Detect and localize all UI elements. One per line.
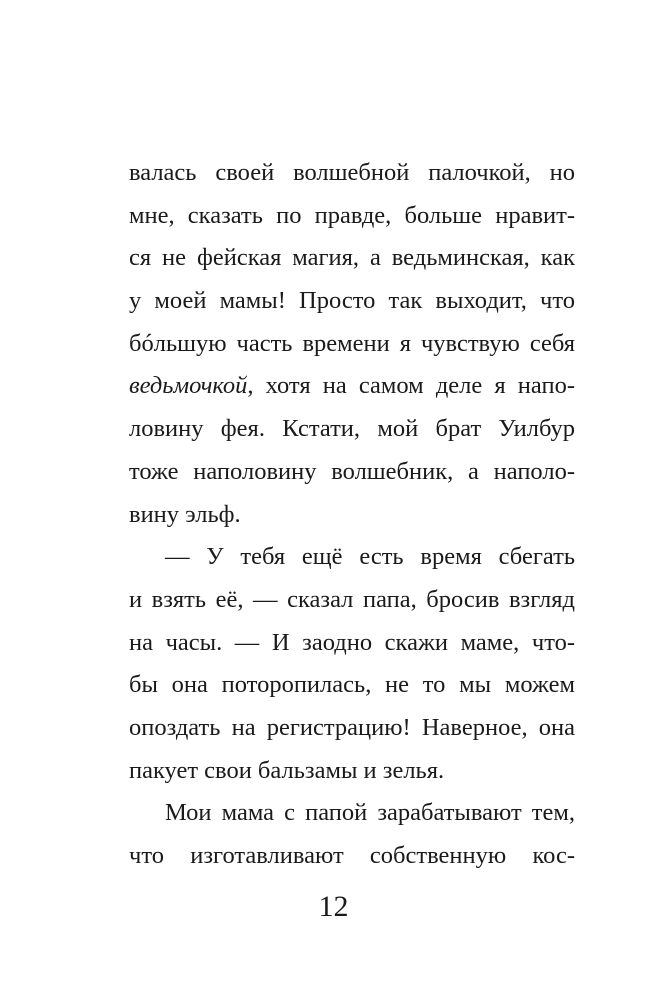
text-line: ся не фейская магия, а ведьминская, как [129,244,575,272]
text-line: — У тебя ещё есть время сбегать [165,543,575,571]
text-line: на часы. — И заодно скажи маме, что- [129,628,575,656]
page-number: 12 [318,890,349,923]
text-line: валась своей волшебной палочкой, но [129,159,575,186]
text-line: ловину фея. Кстати, мой брат Уилбур [129,415,575,443]
text-line: Мои мама с папой зарабатывают тем, [165,799,575,827]
text-line: пакует свои бальзамы и зелья. [129,756,445,784]
text-line: мне, сказать по правде, больше нравит- [129,201,575,229]
text-line: опоздать на регистрацию! Наверное, она [129,713,575,741]
body-text [129,152,575,878]
italic-word: ведьмочкой [129,372,248,400]
text-line: и взять её, — сказал папа, бросив взгляд [129,585,575,613]
text-line: тоже наполовину волшебник, а наполо- [129,457,575,485]
text-line: что изготавливают собственную кос- [129,842,575,869]
text-line [129,365,575,408]
text-line: вину эльф. [129,500,241,528]
text-line: бы она поторопилась, не то мы можем [129,671,575,699]
text-line-rest: , хотя на самом деле я напо- [247,372,575,400]
text-line: у моей мамы! Просто так выходит, что [129,287,575,315]
text-line: бóльшую часть времени я чувствую себя [129,329,575,357]
